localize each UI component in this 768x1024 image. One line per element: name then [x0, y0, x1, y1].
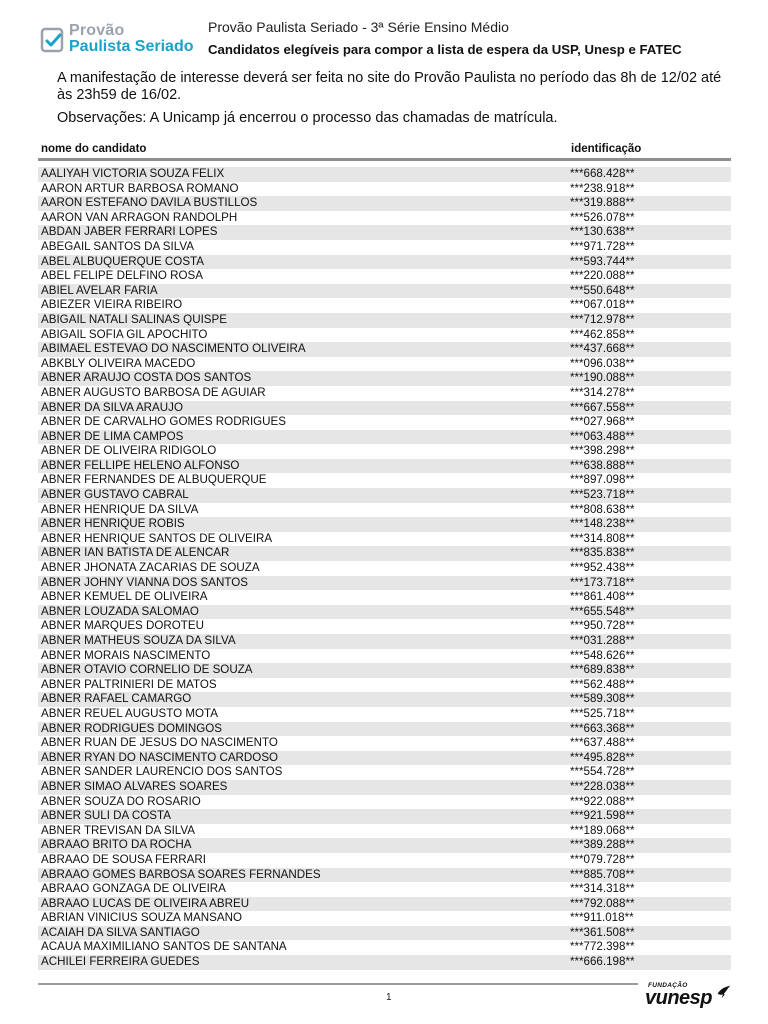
candidate-name: AALIYAH VICTORIA SOUZA FELIX — [41, 167, 225, 180]
table-row — [38, 663, 731, 678]
candidate-id: ***314.278** — [570, 385, 635, 399]
table-row — [38, 911, 731, 926]
candidate-name: ABNER SULI DA COSTA — [41, 809, 171, 823]
table-row — [38, 795, 731, 810]
table-row — [38, 780, 731, 795]
candidate-id: ***589.308** — [570, 692, 635, 706]
table-row — [38, 678, 731, 693]
candidate-id: ***550.648** — [570, 283, 635, 297]
table-row — [38, 371, 731, 386]
table-row — [38, 707, 731, 722]
candidate-id: ***027.968** — [570, 415, 635, 429]
candidate-name: ABIGAIL NATALI SALINAS QUISPE — [41, 312, 227, 326]
candidate-name: ABNER IAN BATISTA DE ALENCAR — [41, 546, 230, 560]
candidate-name: ABNER MATHEUS SOUZA DA SILVA — [41, 634, 236, 647]
candidate-name: ABRAAO BRITO DA ROCHA — [41, 838, 192, 852]
candidate-name: ACHILEI FERREIRA GUEDES — [41, 955, 200, 969]
table-row — [38, 838, 731, 853]
candidate-name: ABRAAO LUCAS DE OLIVEIRA ABREU — [41, 896, 250, 910]
candidate-id: ***663.368** — [570, 721, 635, 735]
table-row — [38, 576, 731, 591]
table-header — [41, 143, 731, 157]
table-row — [38, 940, 731, 955]
table-row — [38, 590, 731, 605]
candidate-id: ***667.558** — [570, 400, 635, 414]
candidate-name: ABNER KEMUEL DE OLIVEIRA — [41, 590, 208, 604]
candidate-id: ***922.088** — [570, 794, 635, 808]
candidate-id: ***220.088** — [570, 269, 635, 283]
table-row — [38, 430, 731, 445]
candidate-id: ***462.858** — [570, 327, 635, 341]
check-document-icon — [40, 27, 66, 53]
candidate-id: ***228.038** — [570, 779, 635, 793]
candidate-id: ***655.548** — [570, 604, 635, 618]
candidate-id: ***593.744** — [570, 254, 635, 268]
candidate-id: ***067.018** — [570, 298, 635, 312]
candidate-id: ***897.098** — [570, 473, 635, 487]
table-row — [38, 868, 731, 883]
table-row — [38, 809, 731, 824]
candidate-id: ***638.888** — [570, 458, 635, 472]
vunesp-brand: vunesp — [645, 987, 713, 1009]
table-row — [38, 284, 731, 299]
table-row — [38, 342, 731, 357]
candidate-id: ***526.078** — [570, 210, 635, 224]
candidate-name: ABNER RODRIGUES DOMINGOS — [41, 721, 223, 735]
table-row — [38, 561, 731, 576]
table-row — [38, 824, 731, 839]
table-row — [38, 444, 731, 459]
table-row — [38, 897, 731, 912]
candidate-id: ***314.808** — [570, 531, 635, 545]
table-row — [38, 473, 731, 488]
candidate-id: ***189.068** — [570, 823, 635, 837]
candidate-name: ABEL ALBUQUERQUE COSTA — [41, 254, 205, 268]
table-row — [38, 517, 731, 532]
table-row — [38, 298, 731, 313]
candidate-id: ***689.838** — [570, 663, 635, 677]
table-row — [38, 225, 731, 240]
candidate-name: ABNER PALTRINIERI DE MATOS — [41, 677, 217, 691]
candidate-name: ABKBLY OLIVEIRA MACEDO — [41, 356, 196, 370]
candidate-name: AARON ESTEFANO DAVILA BUSTILLOS — [41, 196, 258, 210]
candidate-name: ABNER DE OLIVEIRA RIDIGOLO — [41, 444, 217, 458]
candidate-id: ***238.918** — [570, 181, 635, 195]
candidate-id: ***130.638** — [570, 225, 635, 239]
candidate-name: ABNER RAFAEL CAMARGO — [41, 692, 192, 706]
candidate-name: ABIGAIL SOFIA GIL APOCHITO — [41, 327, 208, 341]
candidate-id: ***668.428** — [570, 167, 635, 180]
candidate-id: ***063.488** — [570, 429, 635, 443]
candidate-id: ***389.288** — [570, 838, 635, 852]
candidate-id: ***079.728** — [570, 852, 635, 866]
candidate-id: ***835.838** — [570, 546, 635, 560]
candidate-id: ***319.888** — [570, 196, 635, 210]
candidate-id: ***808.638** — [570, 502, 635, 516]
candidate-name: AARON ARTUR BARBOSA ROMANO — [41, 181, 239, 195]
candidate-name: ABRAAO GONZAGA DE OLIVEIRA — [41, 882, 226, 896]
candidate-name: ABIMAEL ESTEVAO DO NASCIMENTO OLIVEIRA — [41, 342, 306, 356]
table-row — [38, 605, 731, 620]
candidate-name: ABEGAIL SANTOS DA SILVA — [41, 239, 194, 253]
candidate-name: ABNER REUEL AUGUSTO MOTA — [41, 706, 218, 720]
table-row — [38, 503, 731, 518]
candidate-id: ***437.668** — [570, 342, 635, 356]
candidate-name: ABNER DA SILVA ARAUJO — [41, 400, 183, 414]
interest-notice: A manifestação de interesse deverá ser feita no site do Provão Paulista no período das 8h de 12/02 até às 23h59 de 16/02. — [57, 70, 722, 103]
table-row — [38, 269, 731, 284]
candidate-id: ***548.626** — [570, 648, 635, 662]
candidate-name: ABNER SANDER LAURENCIO DOS SANTOS — [41, 765, 283, 779]
candidate-id: ***911.018** — [570, 911, 634, 925]
page-number: 1 — [386, 992, 392, 1003]
candidate-name: ABRAAO GOMES BARBOSA SOARES FERNANDES — [41, 867, 321, 881]
candidate-id: ***398.298** — [570, 444, 635, 458]
candidate-id: ***921.598** — [570, 809, 635, 823]
candidate-name: ABNER RYAN DO NASCIMENTO CARDOSO — [41, 750, 279, 764]
candidate-name: ABNER JHONATA ZACARIAS DE SOUZA — [41, 561, 260, 575]
table-row — [38, 751, 731, 766]
header-divider — [38, 158, 731, 161]
candidate-name: ABNER AUGUSTO BARBOSA DE AGUIAR — [41, 385, 266, 399]
logo-text-line1: Provão — [69, 22, 125, 39]
candidate-id: ***148.238** — [570, 517, 635, 531]
candidate-name: ABNER GUSTAVO CABRAL — [41, 488, 189, 502]
candidate-name: ABIEL AVELAR FARIA — [41, 283, 158, 297]
candidate-id: ***523.718** — [570, 488, 635, 502]
candidate-name: ABNER LOUZADA SALOMAO — [41, 604, 199, 618]
table-row — [38, 167, 731, 182]
table-row — [38, 196, 731, 211]
candidate-id: ***712.978** — [570, 312, 635, 326]
candidate-name: ABNER RUAN DE JESUS DO NASCIMENTO — [41, 736, 278, 750]
candidate-name: ABRAAO DE SOUSA FERRARI — [41, 852, 206, 866]
candidate-id: ***772.398** — [570, 940, 635, 954]
table-row — [38, 255, 731, 270]
candidate-id: ***666.198** — [570, 955, 635, 969]
table-row — [38, 853, 731, 868]
table-row — [38, 619, 731, 634]
observations: Observações: A Unicamp já encerrou o processo das chamadas de matrícula. — [57, 110, 558, 126]
candidate-name: ABNER FELLIPE HELENO ALFONSO — [41, 458, 240, 472]
candidate-name: ABNER MORAIS NASCIMENTO — [41, 648, 211, 662]
candidate-id: ***861.408** — [570, 590, 635, 604]
candidate-id: ***096.038** — [570, 356, 635, 370]
table-row — [38, 182, 731, 197]
candidate-id: ***562.488** — [570, 677, 635, 691]
table-row — [38, 765, 731, 780]
table-row — [38, 722, 731, 737]
candidate-name: AARON VAN ARRAGON RANDOLPH — [41, 210, 238, 224]
table-row — [38, 692, 731, 707]
candidate-name: ABNER HENRIQUE DA SILVA — [41, 502, 199, 516]
candidate-name: ABNER OTAVIO CORNELIO DE SOUZA — [41, 663, 253, 677]
table-row — [38, 649, 731, 664]
provao-paulista-logo — [40, 22, 200, 56]
candidate-name: ABNER DE LIMA CAMPOS — [41, 429, 184, 443]
candidate-name: ABNER DE CARVALHO GOMES RODRIGUES — [41, 415, 287, 429]
table-row — [38, 240, 731, 255]
candidate-id: ***971.728** — [570, 239, 635, 253]
vunesp-foundation-label: FUNDAÇÃO — [648, 982, 688, 989]
candidate-name: ABNER HENRIQUE SANTOS DE OLIVEIRA — [41, 531, 273, 545]
candidate-name: ABNER MARQUES DOROTEU — [41, 619, 204, 633]
candidate-name: ACAIAH DA SILVA SANTIAGO — [41, 925, 200, 939]
candidate-id: ***885.708** — [570, 867, 635, 881]
table-row — [38, 882, 731, 897]
candidate-id: ***173.718** — [570, 575, 635, 589]
candidate-id: ***554.728** — [570, 765, 635, 779]
candidate-name: ABNER SOUZA DO ROSARIO — [41, 794, 201, 808]
table-row — [38, 926, 731, 941]
table-row — [38, 955, 731, 970]
candidate-name: ABNER ARAUJO COSTA DOS SANTOS — [41, 371, 252, 385]
candidate-id: ***361.508** — [570, 925, 635, 939]
table-row — [38, 328, 731, 343]
table-row — [38, 211, 731, 226]
table-row — [38, 736, 731, 751]
candidates-table — [38, 167, 731, 970]
candidate-id: ***190.088** — [570, 371, 635, 385]
logo-text-line2: Paulista Seriado — [69, 38, 194, 55]
table-row — [38, 546, 731, 561]
candidate-id: ***792.088** — [570, 896, 635, 910]
candidate-name: ABEL FELIPE DELFINO ROSA — [41, 269, 203, 283]
table-row — [38, 532, 731, 547]
candidate-name: ABRIAN VINICIUS SOUZA MANSANO — [41, 911, 242, 925]
table-row — [38, 459, 731, 474]
candidate-id: ***314.318** — [570, 882, 635, 896]
table-row — [38, 634, 731, 649]
candidate-id: ***031.288** — [570, 634, 635, 647]
footer-divider — [38, 983, 638, 985]
table-row — [38, 313, 731, 328]
candidate-id: ***952.438** — [570, 561, 635, 575]
table-row — [38, 401, 731, 416]
page-title: Provão Paulista Seriado - 3ª Série Ensino Médio — [208, 19, 509, 35]
table-row — [38, 386, 731, 401]
candidate-name: ABNER SIMAO ALVARES SOARES — [41, 779, 228, 793]
column-header-id: identificação — [571, 143, 642, 155]
candidate-name: ABDAN JABER FERRARI LOPES — [41, 225, 218, 239]
candidate-name: ABNER JOHNY VIANNA DOS SANTOS — [41, 575, 249, 589]
candidate-name: ABNER TREVISAN DA SILVA — [41, 823, 195, 837]
candidate-name: ABIEZER VIEIRA RIBEIRO — [41, 298, 183, 312]
table-row — [38, 488, 731, 503]
candidate-id: ***637.488** — [570, 736, 635, 750]
table-row — [38, 357, 731, 372]
page-subtitle: Candidatos elegíveis para compor a lista de espera da USP, Unesp e FATEC — [208, 42, 682, 57]
bird-icon — [716, 984, 732, 1000]
candidate-id: ***950.728** — [570, 619, 635, 633]
vunesp-logo — [642, 982, 734, 1010]
table-row — [38, 415, 731, 430]
candidate-id: ***495.828** — [570, 750, 635, 764]
candidate-name: ABNER HENRIQUE ROBIS — [41, 517, 185, 531]
column-header-name: nome do candidato — [41, 143, 147, 155]
candidate-id: ***525.718** — [570, 706, 635, 720]
candidate-name: ACAUA MAXIMILIANO SANTOS DE SANTANA — [41, 940, 287, 954]
candidate-name: ABNER FERNANDES DE ALBUQUERQUE — [41, 473, 267, 487]
